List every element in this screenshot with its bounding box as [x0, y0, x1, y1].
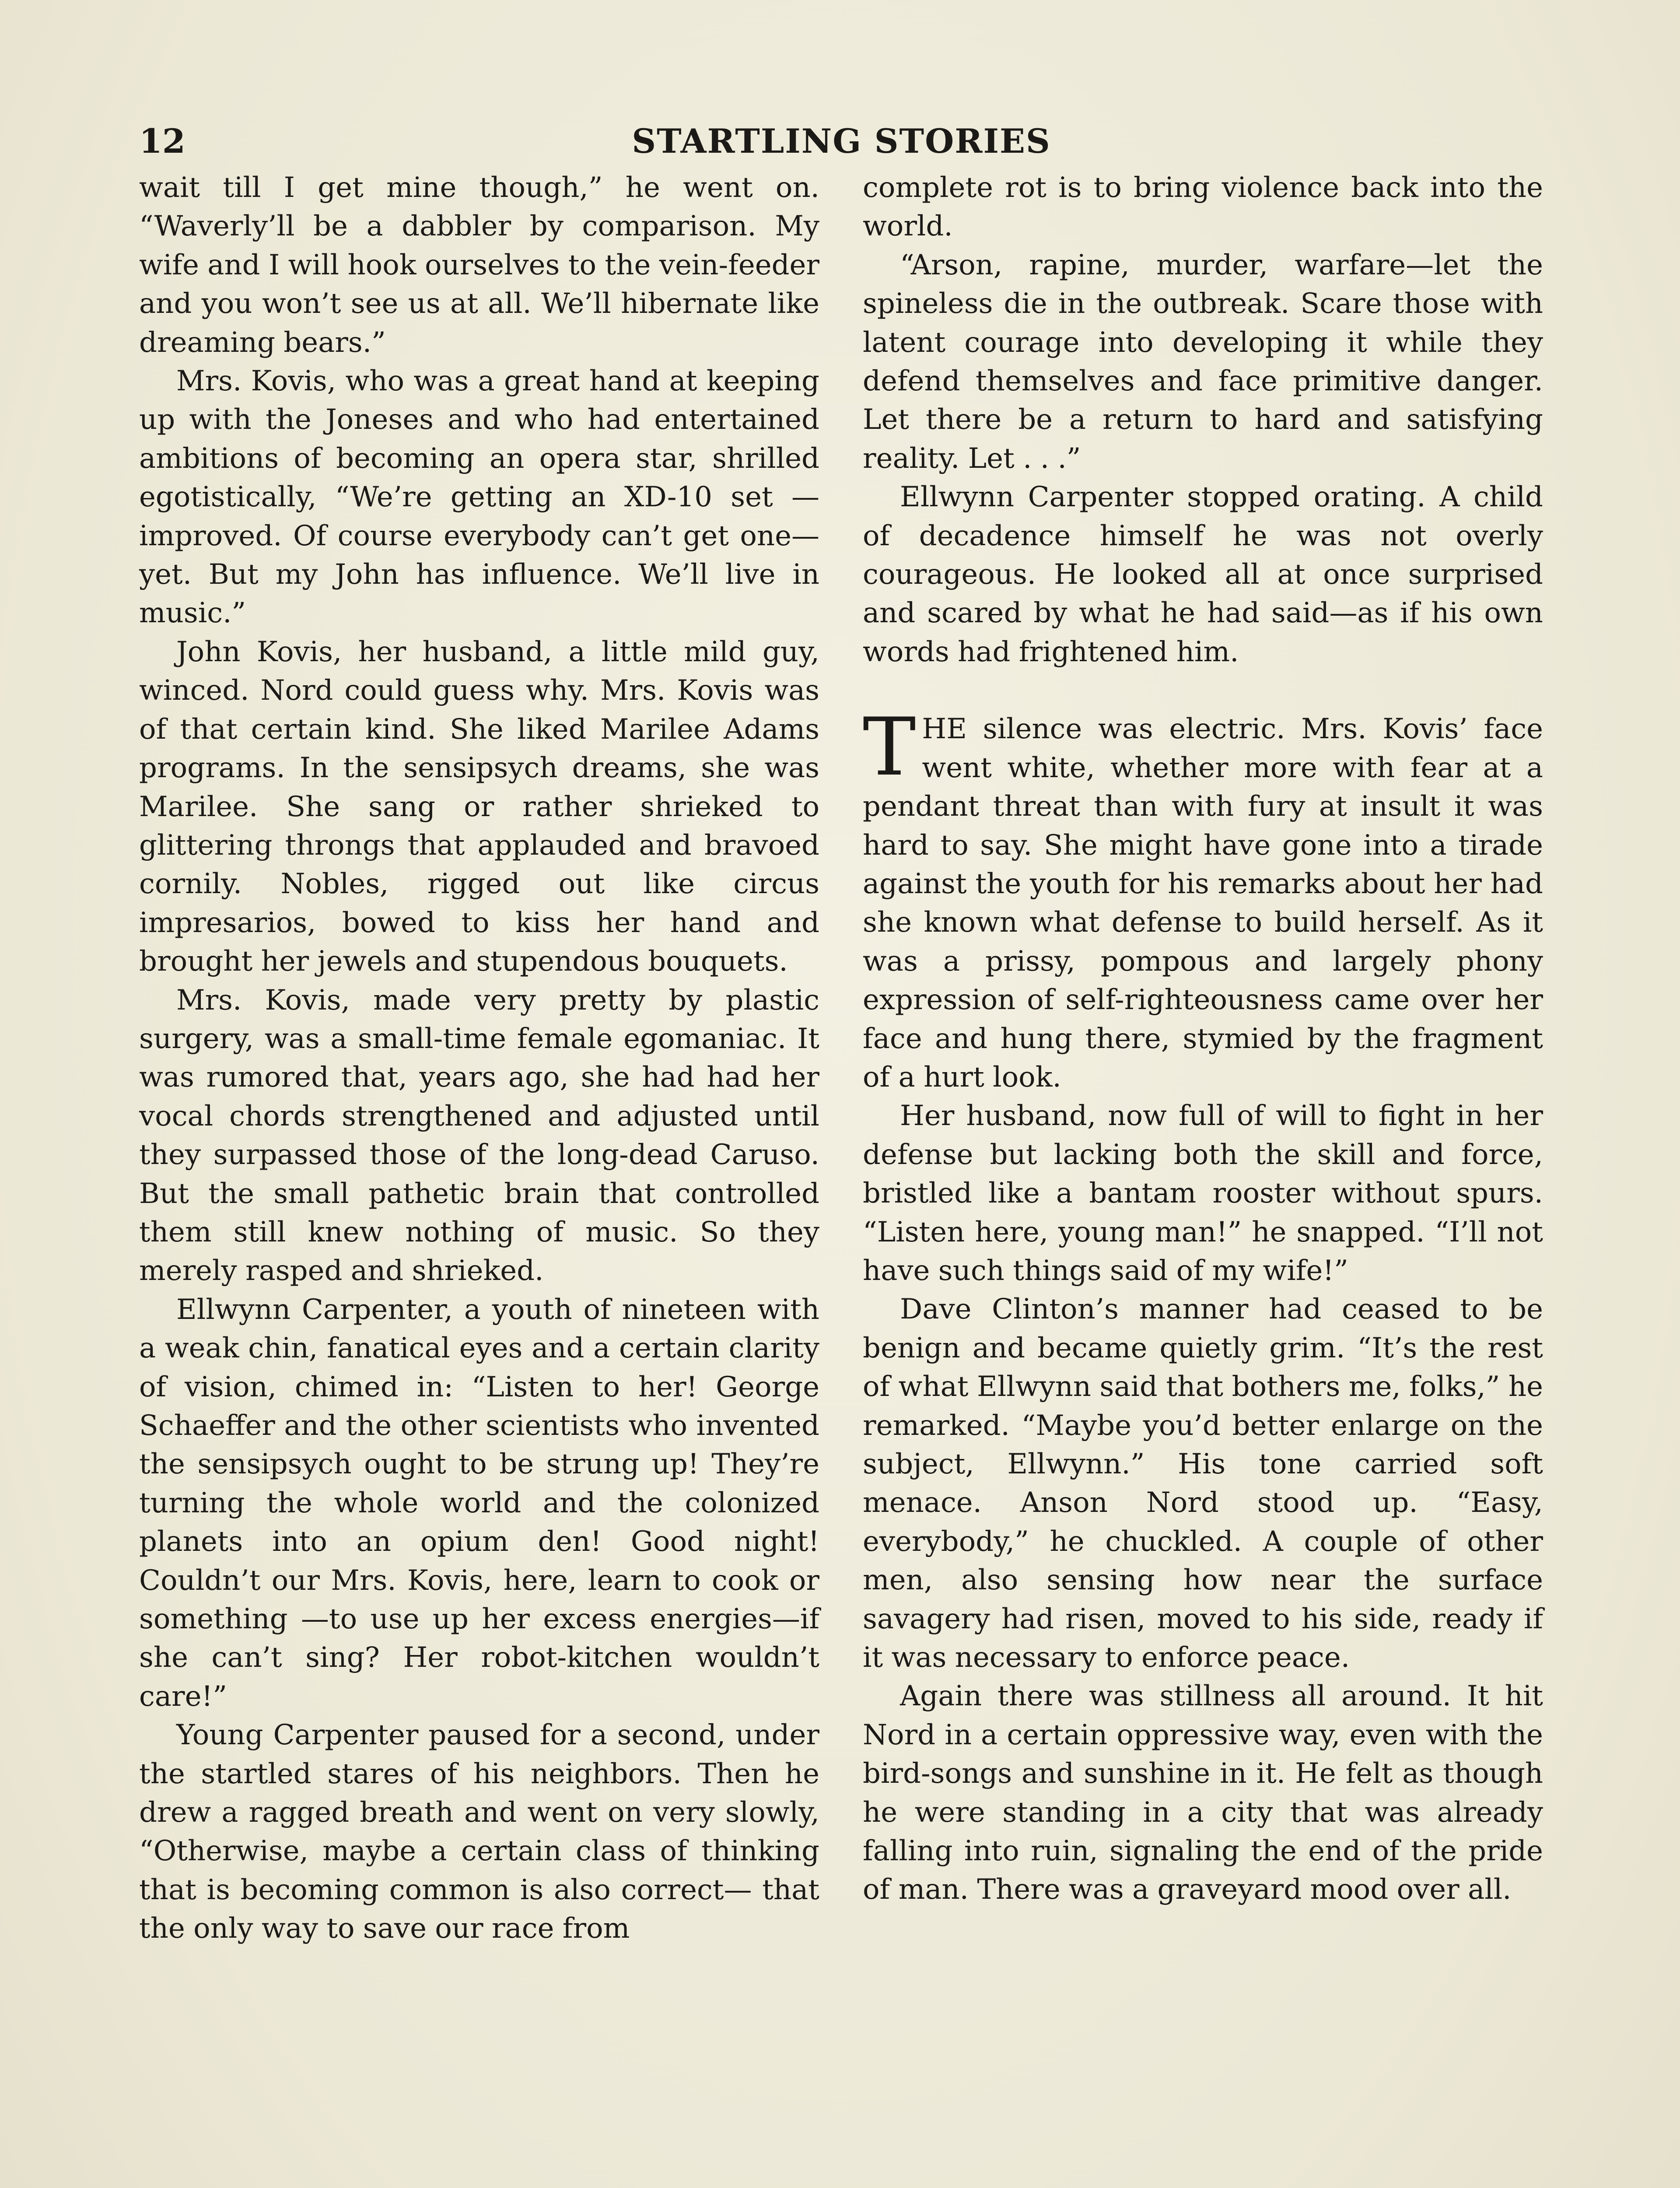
section-opening-paragraph	[863, 701, 1543, 1097]
page-number: 12	[139, 122, 186, 161]
paragraph: wait till I get mine though,” he went on. “Waverly’ll be a dabbler by comparison. My wife and I will hook ourselves to the vein-feeder and you won’t see us at all. We’ll hibernate like dreaming bears.”	[139, 172, 819, 359]
paragraph: Dave Clinton’s manner had ceased to be benign and became quietly grim. “It’s the rest of what Ellwynn said that bothers me, folks,” he remarked. “Maybe you’d better enlarge on the subject, Ellwynn.” His tone carried soft menace. Anson Nord stood up. “Easy, everybody,” he chuckled. A couple of other men, also sensing how near the surface savagery had risen, moved to his side, ready if it was necessary to enforce peace.	[863, 1293, 1543, 1674]
running-title: STARTLING STORIES	[632, 122, 1051, 161]
right-column	[863, 168, 1543, 1909]
paragraph: Ellwynn Carpenter, a youth of nineteen with a weak chin, fanatical eyes and a certain clarity of vision, chimed in: “Listen to her! George Schaeffer and the other scientists who invented the sensipsych ought to be strung up! They’re turning the whole world and the colonized planets into an opium den! Good night! Couldn’t our Mrs. Kovis, here, learn to cook or something —to use up her excess energies—if she can’t sing? Her robot-kitchen wouldn’t care!”	[139, 1293, 819, 1713]
paragraph: Again there was stillness all around. It hit Nord in a certain oppressive way, even with the bird-songs and sunshine in it. He felt as though he were standing in a city that was already falling into ruin, signaling the end of the pride of man. There was a graveyard mood over all.	[863, 1680, 1543, 1906]
paragraph: John Kovis, her husband, a little mild guy, winced. Nord could guess why. Mrs. Kovis was of that certain kind. She liked Marilee Adams programs. In the sensipsych dreams, she was Marilee. She sang or rather shrieked to glittering throngs that applauded and bravoed cornily. Nobles, rigged out like circus impresarios, bowed to kiss her hand and brought her jewels and stupendous bouquets.	[139, 635, 819, 978]
paragraph: Mrs. Kovis, made very pretty by plastic surgery, was a small-time female egomaniac. It was rumored that, years ago, she had had her vocal chords strengthened and adjusted until they surpassed those of the long-dead Caruso. But the small pathetic brain that controlled them still knew nothing of music. So they merely rasped and shrieked.	[139, 984, 819, 1287]
paragraph: “Arson, rapine, murder, warfare—let the spineless die in the outbreak. Scare those with latent courage into developing it while they defend themselves and face primitive danger. Let there be a return to hard and satisfying reality. Let . . .”	[863, 249, 1543, 475]
paragraph: complete rot is to bring violence back into the world.	[863, 172, 1543, 243]
page-header	[139, 117, 1544, 165]
paragraph: Mrs. Kovis, who was a great hand at keeping up with the Joneses and who had entertained ambitions of becoming an opera star, shrilled egotistically, “We’re getting an XD-10 set —improved. Of course everybody can’t get one—yet. But my John has influence. We’ll live in music.”	[139, 365, 819, 630]
paragraph: Young Carpenter paused for a second, under the startled stares of his neighbors. Then he drew a ragged breath and went on very slowly, “Otherwise, maybe a certain class of thinking that is becoming common is also correct— that the only way to save our race from	[139, 1719, 819, 1945]
drop-cap: T	[863, 701, 916, 794]
left-column	[139, 168, 819, 1948]
section-lead-text: HE silence was electric. Mrs. Kovis’ face went white, whether more with fear at a pendant threat than with fury at insult it was hard to say. She might have gone into a tirade against the youth for his remarks about her had she known what defense to build herself. As it was a prissy, pompous and largely phony expression of self-righteousness came over her face and hung there, stymied by the fragment of a hurt look.	[863, 713, 1543, 1094]
paragraph: Her husband, now full of will to fight in her defense but lacking both the skill and force, bristled like a bantam rooster without spurs. “Listen here, young man!” he snapped. “I’ll not have such things said of my wife!”	[863, 1100, 1543, 1287]
paragraph: Ellwynn Carpenter stopped orating. A child of decadence himself he was not overly courageous. He looked all at once surprised and scared by what he had said—as if his own words had frightened him.	[863, 481, 1543, 668]
